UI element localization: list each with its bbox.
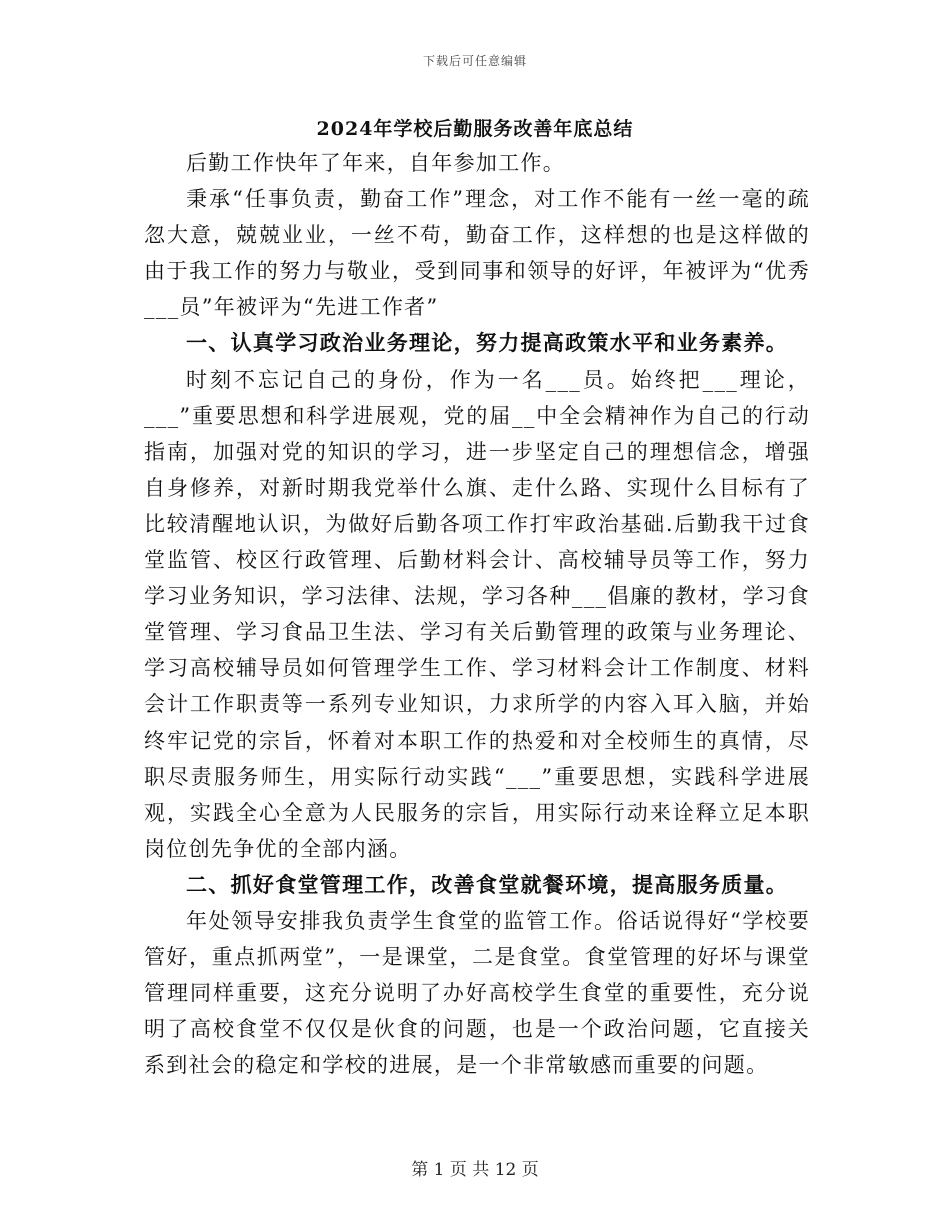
section-heading-2: 二、抓好食堂管理工作，改善食堂就餐环境，提高服务质量。 xyxy=(186,871,789,897)
paragraph-canteen: 年处领导安排我负责学生食堂的监管工作。俗话说得好“学校要管好，重点抓两堂”，一是课堂，二是食堂。食堂管理的好坏与课堂管理同样重要，这充分说明了办好高校学生食堂的重要性，充分说明了高校食堂不仅仅是伙食的问题，也是一个政治问题，它直接关系到社会的稳定和学校的进展，是一个非常敏感而重要的问题。 xyxy=(144,908,810,1078)
page-header-note: 下载后可任意编辑 xyxy=(422,54,527,68)
paragraph-principle: 秉承“任事负责，勤奋工作”理念，对工作不能有一丝一毫的疏忽大意，兢兢业业，一丝不苟，勤奋工作，这样想的也是这样做的由于我工作的努力与敬业，受到同事和领导的好评，年被评为“优秀___员”年被评为“先进工作者” xyxy=(144,187,810,320)
document-body xyxy=(144,145,810,1083)
document-title: 2024年学校后勤服务改善年底总结 xyxy=(316,118,634,140)
paragraph-study: 时刻不忘记自己的身份，作为一名___员。始终把___理论，___”重要思想和科学进展观，党的届__中全会精神作为自己的行动指南，加强对党的知识的学习，进一步坚定自己的理想信念，增强自身修养，对新时期我党举什么旗、走什么路、实现什么目标有了比较清醒地认识，为做好后勤各项工作打牢政治基础.后勤我干过食堂监管、校区行政管理、后勤材料会计、高校辅导员等工作，努力学习业务知识，学习法律、法规，学习各种___倡廉的教材，学习食堂管理、学习食品卫生法、学习有关后勤管理的政策与业务理论、学习高校辅导员如何管理学生工作、学习材料会计工作制度、材料会计工作职责等一系列专业知识，力求所学的内容入耳入脑，并始终牢记党的宗旨，怀着对本职工作的热爱和对全校师生的真情，尽职尽责服务师生，用实际行动实践“___”重要思想，实践科学进展观，实践全心全意为人民服务的宗旨，用实际行动来诠释立足本职岗位创先争优的全部内涵。 xyxy=(144,367,810,861)
paragraph-intro: 后勤工作快年了年来，自年参加工作。 xyxy=(186,151,566,175)
page-number: 第 1 页 共 12 页 xyxy=(411,1160,539,1180)
section-heading-1: 一、认真学习政治业务理论，努力提高政策水平和业务素养。 xyxy=(186,330,789,356)
